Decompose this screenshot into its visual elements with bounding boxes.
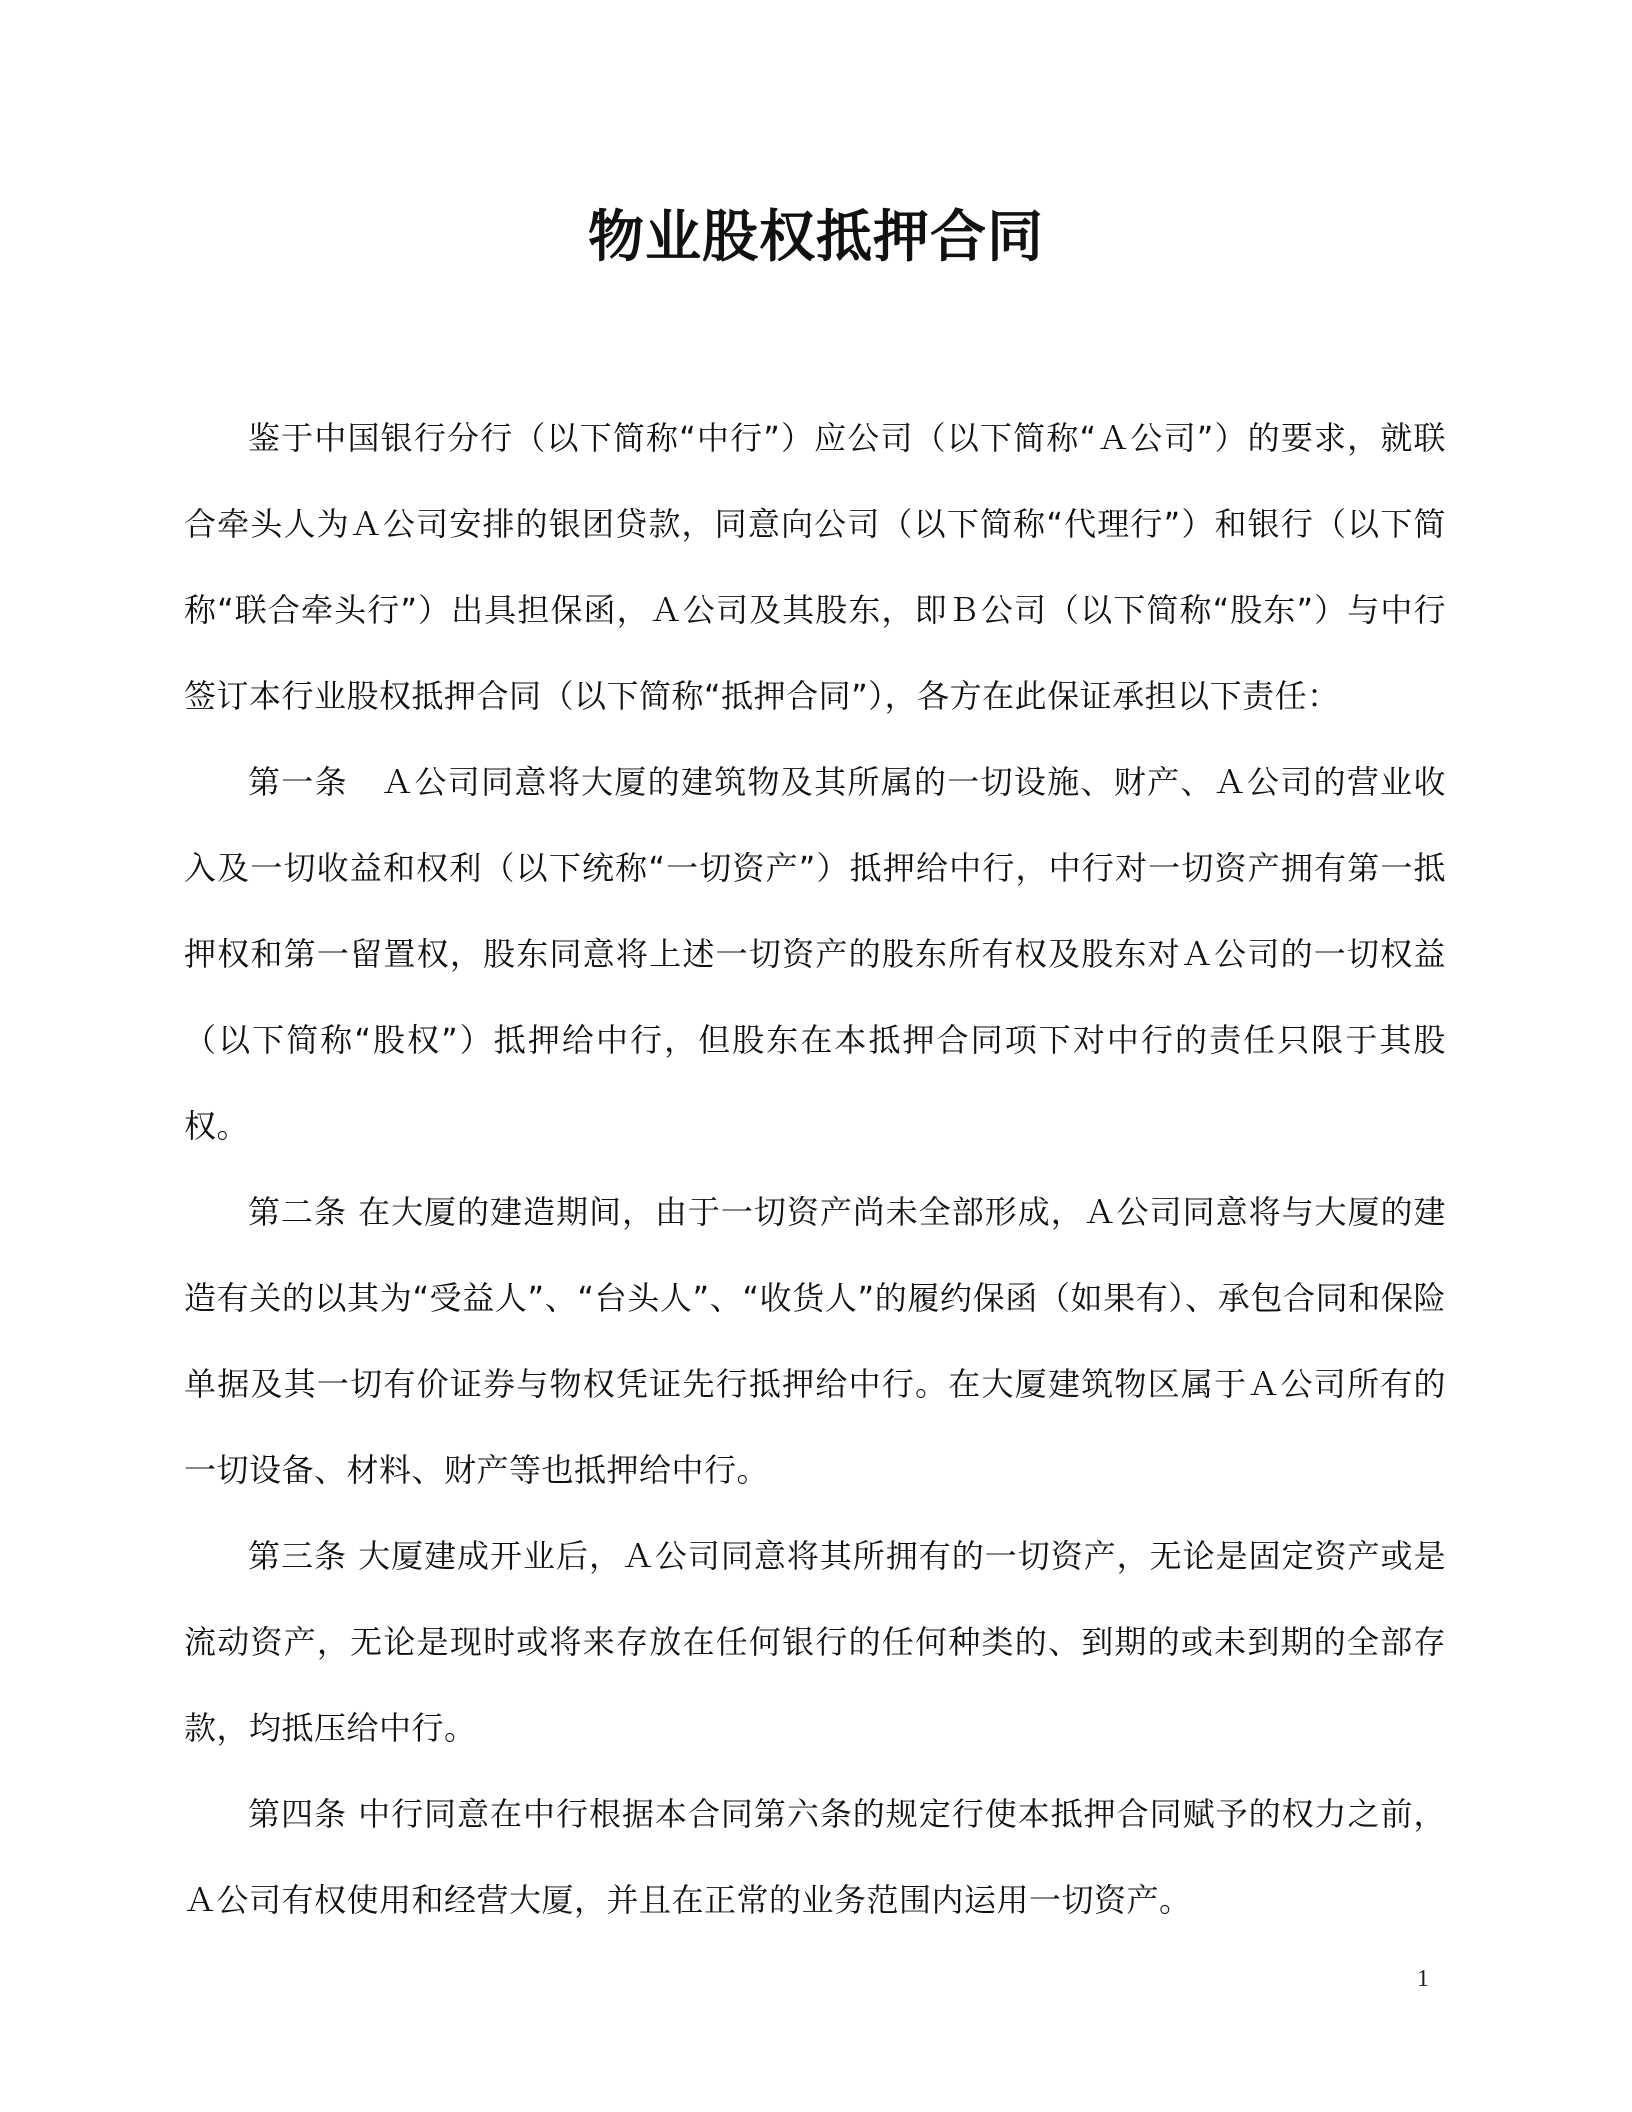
page-number: 1 <box>1417 1966 1429 1992</box>
paragraph-article-2: 第二条 在大厦的建造期间，由于一切资产尚未全部形成，Ａ公司同意将与大厦的建造有关的以其为“受益人”、“台头人”、“收货人”的履约保函（如果有）、承包合同和保险单据及其一切有价证券与物权凭证先行抵押给中行。在大厦建筑物区属于Ａ公司所有的一切设备、材料、财产等也抵押给中行。 <box>184 1193 1446 1489</box>
paragraph-article-3: 第三条 大厦建成开业后，Ａ公司同意将其所拥有的一切资产，无论是固定资产或是流动资产，无论是现时或将来存放在任何银行的任何种类的、到期的或未到期的全部存款，均抵压给中行。 <box>184 1537 1446 1747</box>
document-title: 物业股权抵押合同 <box>588 205 1044 270</box>
paragraph-preamble: 鉴于中国银行分行（以下简称“中行”）应公司（以下简称“Ａ公司”）的要求，就联合牵头人为Ａ公司安排的银团贷款，同意向公司（以下简称“代理行”）和银行（以下简称“联合牵头行”）出具担保函，Ａ公司及其股东，即Ｂ公司（以下简称“股东”）与中行签订本行业股权抵押合同（以下简称“抵押合同”），各方在此保证承担以下责任： <box>184 419 1446 715</box>
paragraph-article-1: 第一条 Ａ公司同意将大厦的建筑物及其所属的一切设施、财产、Ａ公司的营业收入及一切收益和权利（以下统称“一切资产”）抵押给中行，中行对一切资产拥有第一抵押权和第一留置权，股东同意将上述一切资产的股东所有权及股东对Ａ公司的一切权益（以下简称“股权”）抵押给中行，但股东在本抵押合同项下对中行的责任只限于其股权。 <box>184 763 1446 1145</box>
document-body <box>184 395 1446 1943</box>
paragraph-article-4: 第四条 中行同意在中行根据本合同第六条的规定行使本抵押合同赋予的权力之前，Ａ公司有权使用和经营大厦，并且在正常的业务范围内运用一切资产。 <box>184 1795 1446 1919</box>
